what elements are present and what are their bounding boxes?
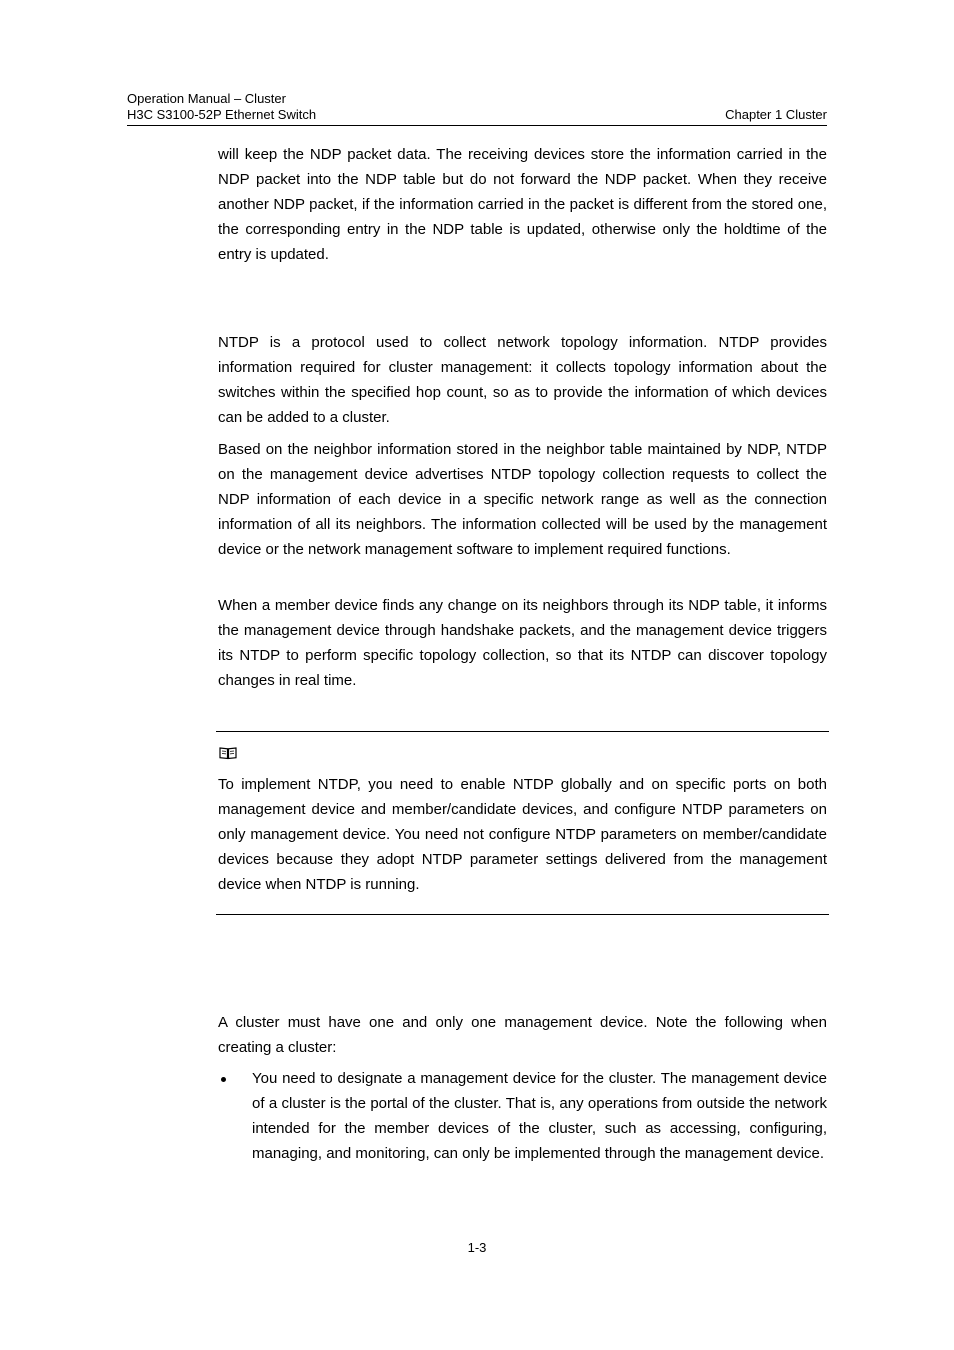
paragraph-text: Based on the neighbor information stored in the neighbor table maintained by NDP, NTDP on the management device advertises NTDP topology collection requests to collect the NDP information of each device in a specific network range as well as the connection information of all its neighbors. The information collected will be used by the management device or the network management software to implement required functions. — [218, 441, 827, 558]
note-bottom-rule — [216, 914, 829, 915]
paragraph-ntdp-changes — [218, 593, 827, 693]
page-header — [127, 91, 827, 126]
header-left — [127, 91, 316, 123]
paragraph-text: A cluster must have one and only one management device. Note the following when creating a cluster: — [218, 1014, 827, 1056]
note-body — [218, 772, 827, 897]
paragraph-ndp-table — [218, 142, 827, 267]
paragraph-ntdp-intro — [218, 330, 827, 430]
paragraph-ntdp-collection — [218, 437, 827, 562]
manual-title: Operation Manual – Cluster — [127, 91, 286, 106]
paragraph-text: NTDP is a protocol used to collect network topology information. NTDP provides information required for cluster management: it collects topology information about the switches within the specified hop count, so as to provide the information of which devices can be added to a cluster. — [218, 334, 827, 426]
paragraph-cluster-intro — [218, 1010, 827, 1060]
book-icon — [219, 746, 237, 760]
chapter-title: Chapter 1 Cluster — [725, 107, 827, 122]
note-text: To implement NTDP, you need to enable NTDP globally and on specific ports on both management device and member/candidate devices, and configure NTDP parameters on only management device. You need not configure NTDP parameters on member/candidate devices because they adopt NTDP parameter settings delivered from the management device when NTDP is running. — [218, 776, 827, 893]
product-name: H3C S3100-52P Ethernet Switch — [127, 107, 317, 122]
paragraph-text: will keep the NDP packet data. The receiving devices store the information carried in the NDP packet into the NDP table but do not forward the NDP packet. When they receive another NDP packet, if the information carried in the packet is different from the stored one, the corresponding entry in the NDP table is updated, otherwise only the holdtime of the entry is updated. — [218, 146, 827, 263]
list-item — [218, 1066, 827, 1166]
paragraph-text: When a member device finds any change on its neighbors through its NDP table, it informs the management device through handshake packets, and the management device triggers its NTDP to perform specific topology collection, so that its NTDP can discover topology changes in real time. — [218, 597, 827, 689]
bullet-icon — [221, 1077, 226, 1082]
page-number: 1-3 — [467, 1240, 487, 1255]
list-item-text: You need to designate a management device for the cluster. The management device of a cluster is the portal of the cluster. That is, any operations from outside the network intended for the member devices of the cluster, such as accessing, configuring, managing, and monitoring, can only be implemented through the management device. — [252, 1070, 827, 1162]
note-top-rule — [216, 731, 829, 732]
